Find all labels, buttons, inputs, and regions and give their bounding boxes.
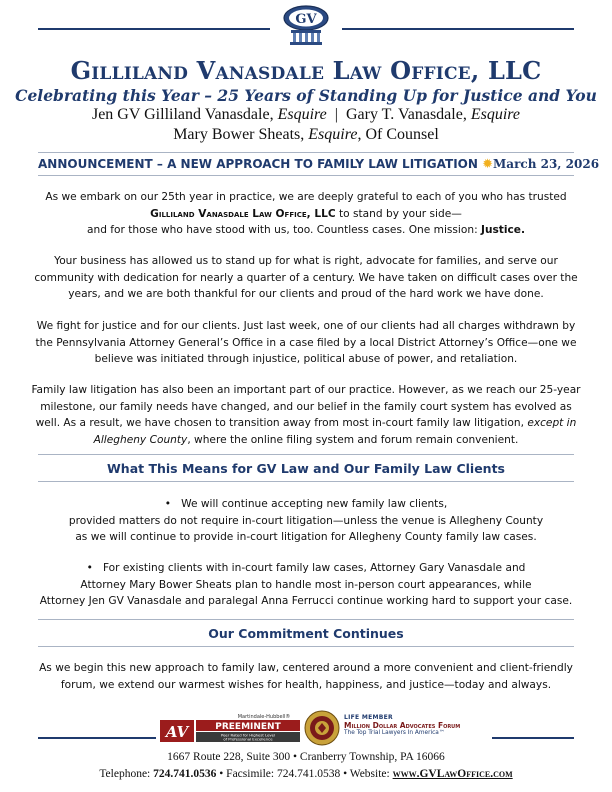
header-rule-left — [38, 28, 270, 30]
footer-tel-label: Telephone: — [99, 768, 154, 780]
footer-fax: • Facsimile: 724.741.0538 • Website: — [216, 768, 393, 780]
bullet-new-clients — [30, 496, 582, 546]
divider-announcement-bottom — [38, 175, 574, 176]
bullet-2-line-3: Attorney Jen GV Vanasdale and paralegal Anna Ferrucci continue working hard to support your case. — [39, 595, 573, 607]
footer-tel[interactable]: 724.741.0536 — [153, 768, 217, 780]
bullet-dot-icon: • — [164, 498, 182, 510]
divider-section-1-bottom — [38, 481, 574, 482]
preeminent-label: PREEMINENT — [215, 722, 281, 732]
paragraph-intro — [30, 189, 582, 239]
divider-announcement-top — [38, 152, 574, 153]
paragraph-business: Your business has allowed us to stand up for what is right, advocate for families, and serve our community with dedication for nearly a quarter of a century. We have taken on difficult cases over the years, and we are both thankful for our clients and proud of the hard work we have done. — [34, 255, 578, 300]
family-law-italic: except in Allegheny County — [93, 417, 577, 446]
attorney-name-3: Mary Bower Sheats, — [173, 126, 309, 143]
mdaf-forum: Million Dollar Advocates Forum — [344, 721, 461, 730]
attorney-line-2 — [0, 126, 612, 144]
mdaf-tagline: The Top Trial Lawyers In America™ — [344, 730, 445, 736]
intro-line-2 — [30, 206, 582, 223]
intro-line-1: As we embark on our 25th year in practice, we are deeply grateful to each of you who has trusted — [45, 191, 567, 203]
bullet-1-line-1 — [30, 496, 582, 513]
paragraph-family-law — [30, 382, 582, 448]
bullet-1-line-3: as we will continue to provide in-court litigation for Allegheny County family law cases. — [75, 531, 537, 543]
peer-line-2: of Professional Excellence — [223, 736, 273, 742]
paragraph-justice: We fight for justice and for our clients. Just last week, one of our clients had all charges withdrawn by the Pennsylvania Attorney General’s Office in a case filed by a local District Attorney’s Office—one we believe was initiated through injustice, political abuse of power, and retaliation. — [35, 320, 577, 365]
firm-name: Gilliland Vanasdale Law Office, LLC — [70, 56, 542, 85]
star-icon: ✹ — [482, 157, 494, 172]
divider-section-2-bottom — [38, 646, 574, 647]
announcement-title: ANNOUNCEMENT – A NEW APPROACH TO FAMILY LAW LITIGATION — [38, 157, 478, 171]
paragraph-commitment: As we begin this new approach to family law, centered around a more convenient and client-friendly forum, we extend our warmest wishes for health, happiness, and justice—today and always. — [39, 662, 573, 691]
divider-section-1 — [38, 454, 574, 455]
attorney-line-1 — [0, 106, 612, 124]
intro-line-3-text: and for those who have stood with us, too. Countless cases. One mission: — [86, 224, 482, 236]
martindale-label: Martindale-Hubbell® — [237, 714, 291, 720]
mdaf-text — [344, 714, 484, 736]
peer-line-1: Peer Rated for Highest Level — [220, 732, 276, 738]
intro-line-3 — [30, 222, 582, 239]
mdaf-life-member: LIFE MEMBER — [344, 714, 393, 721]
intro-firm-name: Gilliland Vanasdale Law Office, LLC — [150, 207, 336, 220]
av-preeminent-badge — [160, 712, 300, 744]
intro-justice: Justice. — [481, 224, 525, 236]
million-dollar-seal-icon — [304, 710, 340, 746]
announcement-date: March 23, 2026 — [493, 157, 600, 171]
family-law-end: , where the online filing system and forum remain convenient. — [187, 433, 519, 446]
bullet-2-text-1: For existing clients with in-court family law cases, Attorney Gary Vanasdale and — [102, 562, 526, 574]
bullet-2-line-2: Attorney Mary Bower Sheats plan to handle most in-person court appearances, while — [80, 578, 532, 591]
bullet-1-line-2: provided matters do not require in-court litigation—unless the venue is Allegheny County — [68, 514, 544, 527]
footer-website-link[interactable]: www.GVLawOffice.com — [392, 768, 513, 780]
attorney-name-2: Gary T. Vanasdale, — [345, 106, 471, 123]
announcement-heading — [38, 157, 600, 172]
tagline: Celebrating this Year – 25 Years of Standing Up for Justice and You — [15, 86, 597, 105]
firm-logo — [278, 4, 334, 46]
footer-contact — [0, 768, 612, 780]
section-title-what-this-means: What This Means for GV Law and Our Family Law Clients — [107, 461, 505, 476]
attorney-title-1: Esquire — [277, 106, 327, 123]
attorney-separator: | — [326, 106, 346, 123]
bullet-dot-icon: • — [86, 562, 103, 574]
attorney-suffix: , Of Counsel — [357, 126, 439, 143]
footer-rule-left — [38, 737, 156, 739]
divider-section-2 — [38, 619, 574, 620]
attorney-title-3: Esquire — [308, 126, 358, 143]
attorney-name-1: Jen GV Gilliland Vanasdale, — [91, 106, 278, 123]
header-rule-right — [342, 28, 574, 30]
bullet-existing-clients — [30, 560, 582, 610]
section-title-commitment: Our Commitment Continues — [208, 626, 404, 641]
intro-line-2-rest: to stand by your side— — [335, 207, 462, 220]
attorney-title-2: Esquire — [470, 106, 521, 123]
footer-address: 1667 Route 228, Suite 300 • Cranberry Township, PA 16066 — [167, 751, 445, 763]
bullet-1-text-1: We will continue accepting new family law clients, — [181, 498, 448, 510]
family-law-text: Family law litigation has also been an important part of our practice. However, as we reach our 25-year milestone, our family needs have changed, and our belief in the family court system has evolved as well. As a result, we have chosen to transition away from most in-court family law litigation, — [31, 384, 581, 429]
av-label: AV — [165, 723, 189, 741]
footer-rule-right — [492, 737, 574, 739]
logo-text: GV — [295, 12, 317, 27]
bullet-2-line-1 — [30, 560, 582, 577]
